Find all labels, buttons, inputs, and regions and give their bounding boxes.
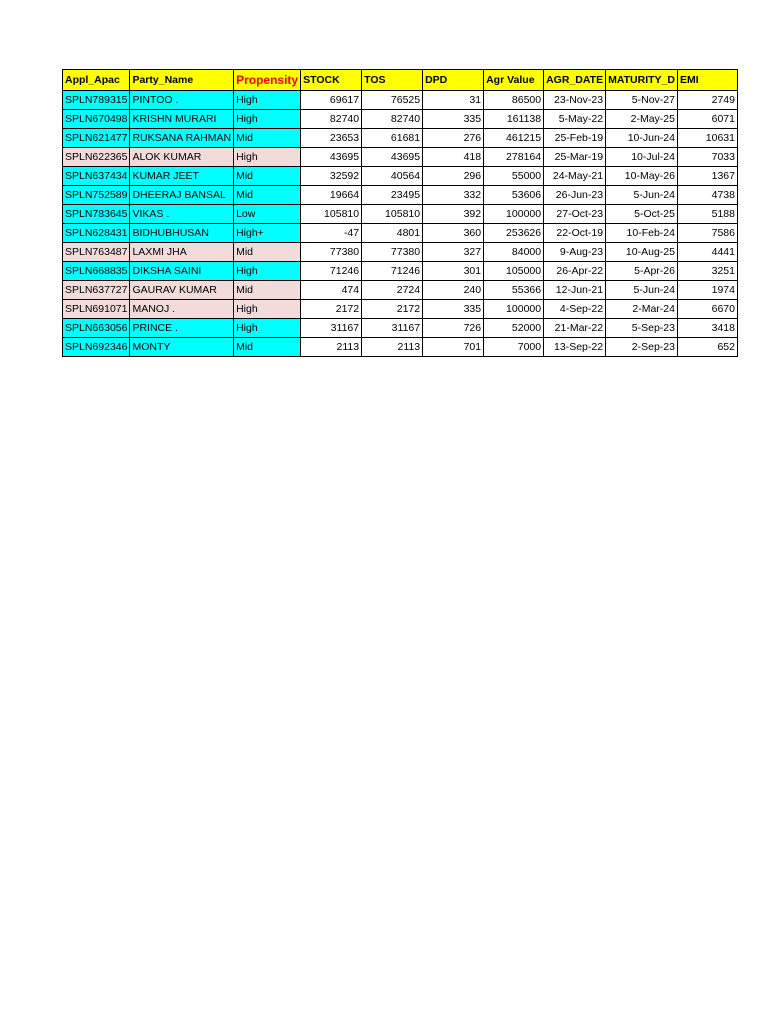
emi-cell[interactable]: 652 <box>677 338 737 357</box>
stock-cell[interactable]: 69617 <box>301 91 362 110</box>
emi-cell[interactable]: 1367 <box>677 167 737 186</box>
party-name-cell[interactable]: GAURAV KUMAR <box>130 281 234 300</box>
party-name-cell[interactable]: PRINCE . <box>130 319 234 338</box>
header-cell[interactable]: Propensity <box>234 70 301 91</box>
propensity-cell[interactable]: Mid <box>234 243 301 262</box>
table-row <box>63 319 738 338</box>
agr-value-cell[interactable]: 278164 <box>484 148 544 167</box>
stock-cell[interactable]: 31167 <box>301 319 362 338</box>
dpd-cell[interactable]: 335 <box>423 300 484 319</box>
propensity-cell[interactable]: Mid <box>234 129 301 148</box>
dpd-cell[interactable]: 240 <box>423 281 484 300</box>
maturity-date-cell[interactable]: 5-Jun-24 <box>606 281 678 300</box>
header-cell[interactable]: MATURITY_D <box>606 70 678 91</box>
stock-cell[interactable]: 2113 <box>301 338 362 357</box>
party-name-cell[interactable]: BIDHUBHUSAN <box>130 224 234 243</box>
tos-cell[interactable]: 2724 <box>362 281 423 300</box>
appl-cell[interactable]: SPLN752589 <box>63 186 130 205</box>
header-cell[interactable]: STOCK <box>301 70 362 91</box>
appl-cell[interactable]: SPLN763487 <box>63 243 130 262</box>
agr-value-cell[interactable]: 100000 <box>484 300 544 319</box>
stock-cell[interactable]: 19664 <box>301 186 362 205</box>
header-cell[interactable]: Party_Name <box>130 70 234 91</box>
propensity-cell[interactable]: High <box>234 300 301 319</box>
appl-cell[interactable]: SPLN783645 <box>63 205 130 224</box>
agr-date-cell[interactable]: 27-Oct-23 <box>544 205 606 224</box>
stock-cell[interactable]: 43695 <box>301 148 362 167</box>
table-body <box>63 91 738 357</box>
agr-date-cell[interactable]: 21-Mar-22 <box>544 319 606 338</box>
agr-value-cell[interactable]: 52000 <box>484 319 544 338</box>
maturity-date-cell[interactable]: 5-Oct-25 <box>606 205 678 224</box>
propensity-cell[interactable]: High <box>234 110 301 129</box>
header-cell[interactable]: Appl_Apac <box>63 70 130 91</box>
agr-date-cell[interactable]: 9-Aug-23 <box>544 243 606 262</box>
emi-cell[interactable]: 3251 <box>677 262 737 281</box>
party-name-cell[interactable]: LAXMI JHA <box>130 243 234 262</box>
dpd-cell[interactable]: 327 <box>423 243 484 262</box>
header-cell[interactable]: Agr Value <box>484 70 544 91</box>
party-name-cell[interactable]: PINTOO . <box>130 91 234 110</box>
appl-cell[interactable]: SPLN663056 <box>63 319 130 338</box>
maturity-date-cell[interactable]: 2-Mar-24 <box>606 300 678 319</box>
dpd-cell[interactable]: 296 <box>423 167 484 186</box>
dpd-cell[interactable]: 392 <box>423 205 484 224</box>
maturity-date-cell[interactable]: 2-May-25 <box>606 110 678 129</box>
propensity-cell[interactable]: High+ <box>234 224 301 243</box>
agr-date-cell[interactable]: 24-May-21 <box>544 167 606 186</box>
emi-cell[interactable]: 6670 <box>677 300 737 319</box>
agr-value-cell[interactable]: 100000 <box>484 205 544 224</box>
table-row <box>63 186 738 205</box>
party-name-cell[interactable]: KUMAR JEET <box>130 167 234 186</box>
tos-cell[interactable]: 61681 <box>362 129 423 148</box>
table-row <box>63 281 738 300</box>
maturity-date-cell[interactable]: 10-May-26 <box>606 167 678 186</box>
table-row <box>63 91 738 110</box>
propensity-cell[interactable]: Mid <box>234 338 301 357</box>
table-row <box>63 300 738 319</box>
agr-date-cell[interactable]: 26-Apr-22 <box>544 262 606 281</box>
stock-cell[interactable]: -47 <box>301 224 362 243</box>
agr-value-cell[interactable]: 253626 <box>484 224 544 243</box>
appl-cell[interactable]: SPLN670498 <box>63 110 130 129</box>
appl-cell[interactable]: SPLN637434 <box>63 167 130 186</box>
appl-cell[interactable]: SPLN692346 <box>63 338 130 357</box>
tos-cell[interactable]: 2172 <box>362 300 423 319</box>
table-row <box>63 262 738 281</box>
stock-cell[interactable]: 77380 <box>301 243 362 262</box>
party-name-cell[interactable]: DHEERAJ BANSAL <box>130 186 234 205</box>
agr-date-cell[interactable]: 12-Jun-21 <box>544 281 606 300</box>
table-row <box>63 338 738 357</box>
agr-date-cell[interactable]: 13-Sep-22 <box>544 338 606 357</box>
propensity-cell[interactable]: Mid <box>234 186 301 205</box>
emi-cell[interactable]: 7033 <box>677 148 737 167</box>
stock-cell[interactable]: 105810 <box>301 205 362 224</box>
table-row <box>63 224 738 243</box>
dpd-cell[interactable]: 335 <box>423 110 484 129</box>
emi-cell[interactable]: 2749 <box>677 91 737 110</box>
agr-value-cell[interactable]: 86500 <box>484 91 544 110</box>
emi-cell[interactable]: 5188 <box>677 205 737 224</box>
tos-cell[interactable]: 2113 <box>362 338 423 357</box>
dpd-cell[interactable]: 276 <box>423 129 484 148</box>
header-cell[interactable]: EMI <box>677 70 737 91</box>
emi-cell[interactable]: 4738 <box>677 186 737 205</box>
appl-cell[interactable]: SPLN637727 <box>63 281 130 300</box>
emi-cell[interactable]: 6071 <box>677 110 737 129</box>
tos-cell[interactable]: 76525 <box>362 91 423 110</box>
stock-cell[interactable]: 71246 <box>301 262 362 281</box>
spreadsheet-table <box>62 69 738 357</box>
agr-value-cell[interactable]: 105000 <box>484 262 544 281</box>
party-name-cell[interactable]: KRISHN MURARI <box>130 110 234 129</box>
table-row <box>63 167 738 186</box>
table-row <box>63 110 738 129</box>
tos-cell[interactable]: 40564 <box>362 167 423 186</box>
agr-value-cell[interactable]: 55366 <box>484 281 544 300</box>
party-name-cell[interactable]: VIKAS . <box>130 205 234 224</box>
propensity-cell[interactable]: High <box>234 148 301 167</box>
header-cell[interactable]: AGR_DATE <box>544 70 606 91</box>
propensity-cell[interactable]: Low <box>234 205 301 224</box>
emi-cell[interactable]: 1974 <box>677 281 737 300</box>
party-name-cell[interactable]: MANOJ . <box>130 300 234 319</box>
agr-date-cell[interactable]: 5-May-22 <box>544 110 606 129</box>
stock-cell[interactable]: 474 <box>301 281 362 300</box>
maturity-date-cell[interactable]: 10-Jul-24 <box>606 148 678 167</box>
agr-date-cell[interactable]: 23-Nov-23 <box>544 91 606 110</box>
dpd-cell[interactable]: 332 <box>423 186 484 205</box>
table-row <box>63 148 738 167</box>
propensity-cell[interactable]: Mid <box>234 167 301 186</box>
tos-cell[interactable]: 82740 <box>362 110 423 129</box>
dpd-cell[interactable]: 701 <box>423 338 484 357</box>
tos-cell[interactable]: 105810 <box>362 205 423 224</box>
agr-date-cell[interactable]: 22-Oct-19 <box>544 224 606 243</box>
dpd-cell[interactable]: 418 <box>423 148 484 167</box>
party-name-cell[interactable]: ALOK KUMAR <box>130 148 234 167</box>
stock-cell[interactable]: 32592 <box>301 167 362 186</box>
dpd-cell[interactable]: 31 <box>423 91 484 110</box>
appl-cell[interactable]: SPLN668835 <box>63 262 130 281</box>
propensity-cell[interactable]: Mid <box>234 281 301 300</box>
agr-value-cell[interactable]: 84000 <box>484 243 544 262</box>
maturity-date-cell[interactable]: 10-Aug-25 <box>606 243 678 262</box>
party-name-cell[interactable]: DIKSHA SAINI <box>130 262 234 281</box>
header-cell[interactable]: TOS <box>362 70 423 91</box>
emi-cell[interactable]: 10631 <box>677 129 737 148</box>
agr-date-cell[interactable]: 25-Feb-19 <box>544 129 606 148</box>
tos-cell[interactable]: 4801 <box>362 224 423 243</box>
emi-cell[interactable]: 4441 <box>677 243 737 262</box>
tos-cell[interactable]: 23495 <box>362 186 423 205</box>
tos-cell[interactable]: 31167 <box>362 319 423 338</box>
stock-cell[interactable]: 23653 <box>301 129 362 148</box>
maturity-date-cell[interactable]: 2-Sep-23 <box>606 338 678 357</box>
agr-value-cell[interactable]: 161138 <box>484 110 544 129</box>
emi-cell[interactable]: 3418 <box>677 319 737 338</box>
appl-cell[interactable]: SPLN691071 <box>63 300 130 319</box>
maturity-date-cell[interactable]: 5-Sep-23 <box>606 319 678 338</box>
appl-cell[interactable]: SPLN789315 <box>63 91 130 110</box>
tos-cell[interactable]: 43695 <box>362 148 423 167</box>
appl-cell[interactable]: SPLN622365 <box>63 148 130 167</box>
party-name-cell[interactable]: MONTY <box>130 338 234 357</box>
agr-value-cell[interactable]: 7000 <box>484 338 544 357</box>
maturity-date-cell[interactable]: 5-Apr-26 <box>606 262 678 281</box>
dpd-cell[interactable]: 726 <box>423 319 484 338</box>
maturity-date-cell[interactable]: 10-Feb-24 <box>606 224 678 243</box>
agr-value-cell[interactable]: 461215 <box>484 129 544 148</box>
maturity-date-cell[interactable]: 10-Jun-24 <box>606 129 678 148</box>
header-cell[interactable]: DPD <box>423 70 484 91</box>
party-name-cell[interactable]: RUKSANA RAHMAN <box>130 129 234 148</box>
table-row <box>63 129 738 148</box>
propensity-cell[interactable]: High <box>234 319 301 338</box>
stock-cell[interactable]: 2172 <box>301 300 362 319</box>
agr-value-cell[interactable]: 55000 <box>484 167 544 186</box>
tos-cell[interactable]: 71246 <box>362 262 423 281</box>
maturity-date-cell[interactable]: 5-Nov-27 <box>606 91 678 110</box>
dpd-cell[interactable]: 360 <box>423 224 484 243</box>
emi-cell[interactable]: 7586 <box>677 224 737 243</box>
agr-date-cell[interactable]: 25-Mar-19 <box>544 148 606 167</box>
propensity-cell[interactable]: High <box>234 91 301 110</box>
agr-value-cell[interactable]: 53606 <box>484 186 544 205</box>
maturity-date-cell[interactable]: 5-Jun-24 <box>606 186 678 205</box>
appl-cell[interactable]: SPLN628431 <box>63 224 130 243</box>
agr-date-cell[interactable]: 26-Jun-23 <box>544 186 606 205</box>
tos-cell[interactable]: 77380 <box>362 243 423 262</box>
table-row <box>63 243 738 262</box>
propensity-cell[interactable]: High <box>234 262 301 281</box>
table-row <box>63 205 738 224</box>
dpd-cell[interactable]: 301 <box>423 262 484 281</box>
agr-date-cell[interactable]: 4-Sep-22 <box>544 300 606 319</box>
header-row <box>63 70 738 91</box>
stock-cell[interactable]: 82740 <box>301 110 362 129</box>
appl-cell[interactable]: SPLN621477 <box>63 129 130 148</box>
